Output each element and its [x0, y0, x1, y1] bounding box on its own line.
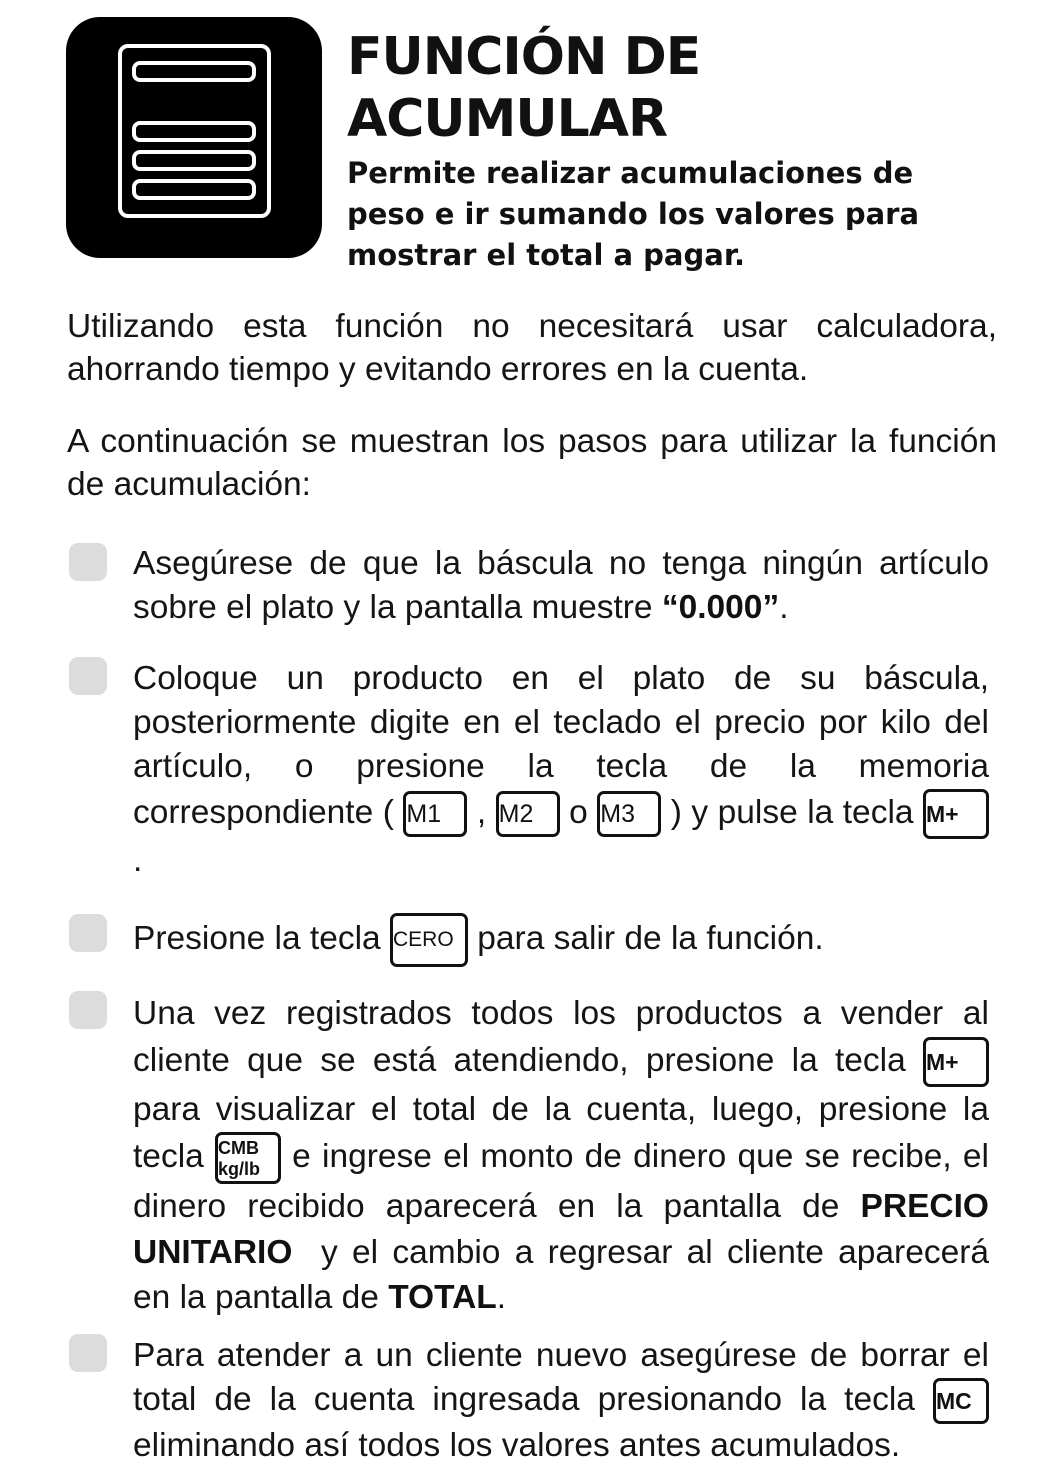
step-5-text [133, 1334, 989, 1468]
step-4-text-a: Una vez registrados todos los productos a vender al cliente que se está atendiendo, presione la tecla [133, 995, 989, 1079]
step-4-text-c: e ingrese el monto de dinero que se recibe, el dinero recibido aparecerá en la pantalla de [133, 1137, 989, 1225]
page-subtitle: Permite realizar acumulaciones de peso e ir sumando los valores para mostrar el total a pagar. [347, 156, 920, 272]
step-1-text-a: Asegúrese de que la báscula no tenga ningún artículo sobre el plato y la pantalla muestre [133, 545, 989, 626]
title-line-2: ACUMULAR [347, 89, 668, 149]
display-reading-value: “0.000” [661, 589, 780, 626]
total-label: TOTAL [388, 1279, 497, 1316]
step-2-sep-2: o [559, 793, 598, 831]
step-5-text-a: Para atender a un cliente nuevo asegúrese de borrar el total de la cuenta ingresada presionando la tecla [133, 1337, 989, 1418]
step-4-text-e: . [496, 1279, 507, 1316]
key-cmb-kg-lb [215, 1132, 281, 1184]
step-bullet-2 [69, 657, 107, 695]
step-2-text-b: ) y pulse la tecla [661, 793, 924, 831]
intro-paragraph-1: Utilizando esta función no necesitará usar calculadora, ahorrando tiempo y evitando errores en la cuenta. [67, 308, 997, 388]
key-cero: CERO [390, 913, 468, 967]
step-2-text-a: Coloque un producto en el plato de su báscula, posteriormente digite en el teclado el precio por kilo del artículo, o presione la tecla de la memoria correspondiente ( [133, 660, 989, 831]
key-cmb-line-2: kg/lb [217, 1159, 260, 1179]
step-3-text-a: Presione la tecla [133, 919, 390, 957]
title-line-1: FUNCIÓN DE [347, 27, 701, 87]
step-bullet-4 [69, 991, 107, 1029]
step-3-text [133, 913, 989, 967]
step-2-text [133, 657, 989, 883]
step-1-text-b: . [779, 589, 789, 626]
key-m-plus: M+ [923, 1037, 989, 1087]
step-bullet-1 [69, 543, 107, 581]
step-4-text-b: para visualizar el total de la cuenta, luego, presione la tecla [133, 1090, 989, 1175]
page-title [347, 26, 700, 150]
step-5-text-b: eliminando así todos los valores antes acumulados. [133, 1427, 901, 1465]
key-m3: M3 [597, 791, 661, 837]
intro-paragraph-2: A continuación se muestran los pasos para utilizar la función de acumulación: [67, 423, 997, 503]
key-cmb-line-1: CMB [217, 1138, 259, 1158]
step-1-text [133, 542, 989, 630]
key-m2: M2 [496, 791, 560, 837]
step-2-text-c: . [133, 842, 143, 879]
step-4-text-d: y el cambio a regresar al cliente aparecerá en la pantalla de [133, 1233, 999, 1316]
step-bullet-5 [69, 1334, 107, 1372]
step-3-text-b: para salir de la función. [467, 919, 824, 957]
step-2-sep-1: , [467, 793, 496, 831]
precio-unitario-label: PRECIO UNITARIO [133, 1188, 989, 1271]
key-mc: MC [933, 1378, 989, 1424]
list-document-icon [66, 17, 322, 258]
step-bullet-3 [69, 914, 107, 952]
key-m1: M1 [403, 791, 467, 837]
step-4-text [133, 991, 999, 1321]
key-m-plus: M+ [923, 789, 989, 839]
